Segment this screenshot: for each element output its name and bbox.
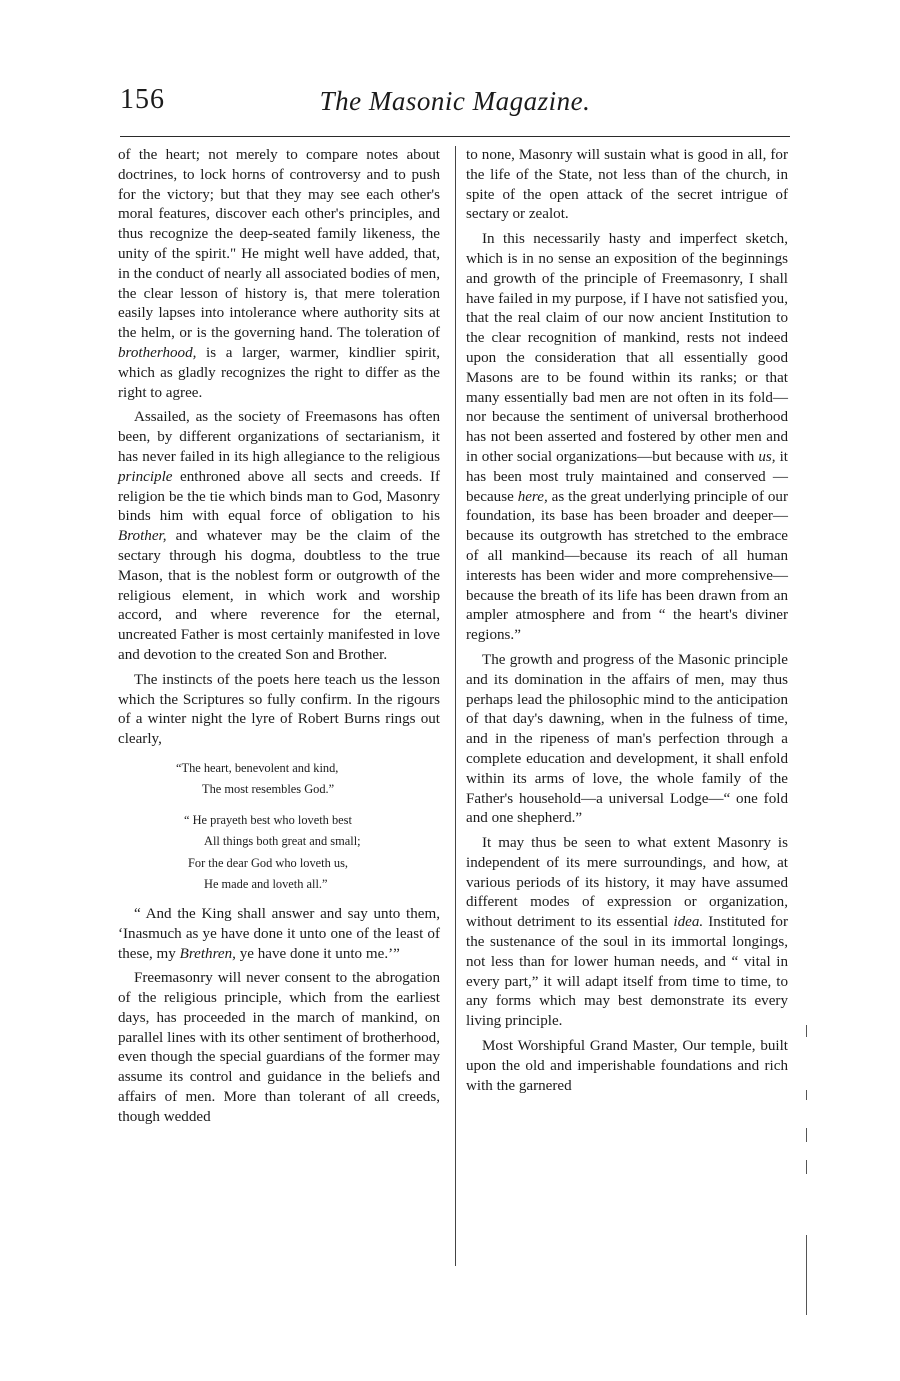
paragraph: Most Worshipful Grand Master, Our temple, built upon the old and imperishable foundations and rich with the garnered — [466, 1038, 788, 1094]
italic-emphasis: here, — [517, 488, 548, 505]
right-column — [466, 146, 788, 1101]
margin-mark — [806, 1090, 807, 1100]
italic-emphasis: us, — [758, 448, 776, 465]
italic-emphasis: Brethren, — [179, 945, 236, 962]
margin-mark — [806, 1235, 807, 1315]
page-number: 156 — [120, 84, 165, 115]
column-divider — [455, 146, 456, 1266]
italic-emphasis: Brother, — [118, 528, 167, 545]
verse-line: “ He prayeth best who loveth best — [184, 812, 352, 827]
italic-emphasis: principle — [118, 468, 173, 485]
verse-line: The most resembles God.” — [202, 782, 335, 797]
header-rule — [120, 136, 790, 137]
margin-mark — [806, 1160, 807, 1174]
paragraph: It may thus be seen to what extent Masonry is independent of its mere surroundings, and how, at various periods of its history, it may have assumed different modes of expression or organization, without detriment to its essential idea. Instituted for the sustenance of the soul in its immortal longings, not less than for lower human needs, and “ vital in every part,” it will adapt itself from time to time, to any forms which may best demonstrate its every living principle. — [466, 835, 788, 1030]
left-column — [118, 146, 440, 1133]
paragraph: to none, Masonry will sustain what is good in all, for the life of the State, not less than of the church, in spite of the open attack of the secret intrigue of sectary or zealot. — [466, 147, 788, 223]
paragraph: Assailed, as the society of Freemasons has often been, by different organizations of sectarianism, it has never failed in its high allegiance to the religious principle enthroned above all sects and creeds. If religion be the tie which binds man to God, Masonry binds him with equal force of obligation to his Brother, and whatever may be the claim of the sectary through his dogma, doubtless to the true Mason, that is the noblest form or outgrowth of the religious element, in which work and worship accord, and where reverence for the eternal, uncreated Father is most certainly manifested in love and devotion to the created Son and Brother. — [118, 409, 440, 663]
running-title: The Masonic Magazine. — [319, 86, 591, 116]
page-header — [120, 84, 790, 130]
margin-mark — [806, 1025, 807, 1037]
paragraph: “ And the King shall answer and say unto them, ‘Inasmuch as ye have done it unto one of the least of these, my Brethren, ye have done it unto me.’” — [118, 905, 440, 962]
verse-line: For the dear God who loveth us, — [188, 855, 349, 870]
italic-emphasis: idea. — [673, 914, 704, 931]
verse-line: He made and loveth all.” — [204, 877, 328, 892]
verse-line: All things both great and small; — [204, 834, 361, 849]
verse-quotation — [118, 758, 440, 896]
paragraph: Freemasonry will never consent to the abrogation of the religious principle, which from the earliest days, has proceeded in the march of mankind, on parallel lines with its other sentiment of brotherhood, even though the special guardians of the former may assume its control and guidance in the beliefs and affairs of men. More than tolerant of all creeds, though wedded — [118, 970, 440, 1125]
verse-stanza — [118, 810, 440, 896]
paragraph: The instincts of the poets here teach us the lesson which the Scriptures so fully confirm. In the rigours of a winter night the lyre of Robert Burns rings out clearly, — [118, 671, 440, 748]
paragraph: The growth and progress of the Masonic principle and its domination in the affairs of men, may thus perhaps lead the philosophic mind to the anticipation of that day's dawning, when in the fulness of time, and in the ripeness of man's perfection through a complete education and development, it shall enfold within its arms of love, the whole family of the Father's household—a universal Lodge—“ one fold and one shepherd.” — [466, 651, 788, 827]
verse-stanza — [118, 758, 440, 801]
paragraph: In this necessarily hasty and imperfect sketch, which is in no sense an exposition of the beginnings and growth of the principle of Freemasonry, I shall have failed in my purpose, if I have not satisfied you, that the real claim of our now ancient Institution to the clear recognition of mankind, rests not indeed upon the consideration that all essentially good Masons are to be found within its ranks; or that many essentially bad men are not often in its fold—nor because the sentiment of universal brotherhood has not been asserted and fostered by other men and in other social organizations—but because with us, it has been most truly maintained and conserved —because here, as the great underlying principle of our foundation, its base has been broader and deeper—because its outgrowth has stretched to the embrace of all mankind—because its reach of all human interests has been wider and more comprehensive—because the breath of its life has been drawn from an ampler atmosphere and from “ the heart's diviner regions.” — [466, 231, 789, 644]
margin-mark — [806, 1128, 807, 1142]
verse-line: “The heart, benevolent and kind, — [176, 760, 339, 775]
paragraph: of the heart; not merely to compare notes about doctrines, to lock horns of controversy and to push for the victory; but that they may see each other's moral features, discover each other's principles, and thus recognize the deep-seated family likeness, the unity of the spirit." He might well have added, that, in the conduct of nearly all associated bodies of men, the clear lesson of history is, that mere toleration easily lapses into intolerance where authority sits at the helm, or is the governing hand. The toleration of brotherhood, is a larger, warmer, kindlier spirit, which as gladly recognizes the right to differ as the right to agree. — [118, 147, 440, 401]
italic-emphasis: brotherhood, — [118, 344, 197, 361]
